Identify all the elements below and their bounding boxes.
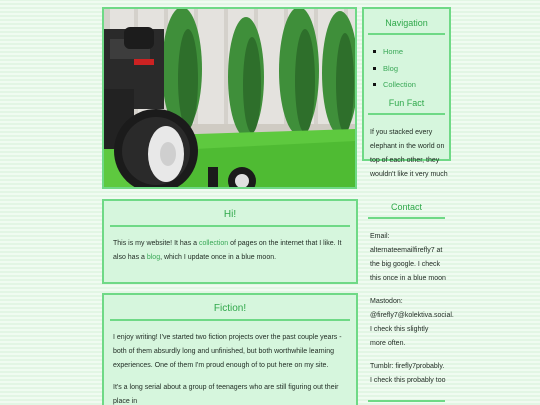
bullet-icon (373, 67, 376, 70)
welcome-box (102, 199, 358, 284)
contact-divider (368, 400, 445, 402)
navigation-title: Navigation (368, 18, 445, 35)
nav-item-collection[interactable]: Collection (373, 80, 449, 97)
fiction-paragraph-2: It's a long serial about a group of teenagers who are still figuring out their place in (113, 384, 339, 405)
hero-image (102, 7, 357, 189)
bullet-icon (373, 83, 376, 86)
fiction-text (113, 331, 347, 405)
contact-email: Email: alternateemailfirefly7 at the big google. I check this once in a blue moon (370, 233, 446, 282)
nav-item-home[interactable]: Home (373, 47, 449, 64)
welcome-title: Hi! (110, 209, 350, 227)
blog-link[interactable]: blog (146, 254, 161, 261)
fun-fact-text: If you stacked every elephant in the world on top of each other, they wouldn't like it very much (370, 129, 448, 178)
contact-mastodon: Mastodon: @firefly7@kolektiva.social. I check this slightly more often. (370, 298, 454, 347)
welcome-text: This is my website! It has a collection of pages on the internet that I like. It also has a blog, which I update once in a blue moon. (113, 240, 342, 261)
navigation-list (364, 47, 449, 97)
fiction-paragraph-1: I enjoy writing! I've started two fiction projects over the past couple years - both of them absurdly long and unfinished, but both worthwhile learning experiences. One of them I'm proud enough of to put here on my site. (113, 334, 342, 369)
fiction-title: Fiction! (110, 303, 350, 321)
fun-fact-title: Fun Fact (368, 98, 445, 115)
contact-body (370, 230, 454, 397)
contact-tumblr: Tumblr: firefly7probably. I check this probably too (370, 363, 446, 384)
nav-item-blog[interactable]: Blog (373, 64, 449, 81)
collection-link[interactable]: collection (198, 240, 229, 247)
fiction-box (102, 293, 358, 405)
bullet-icon (373, 50, 376, 53)
contact-title: Contact (368, 202, 445, 219)
